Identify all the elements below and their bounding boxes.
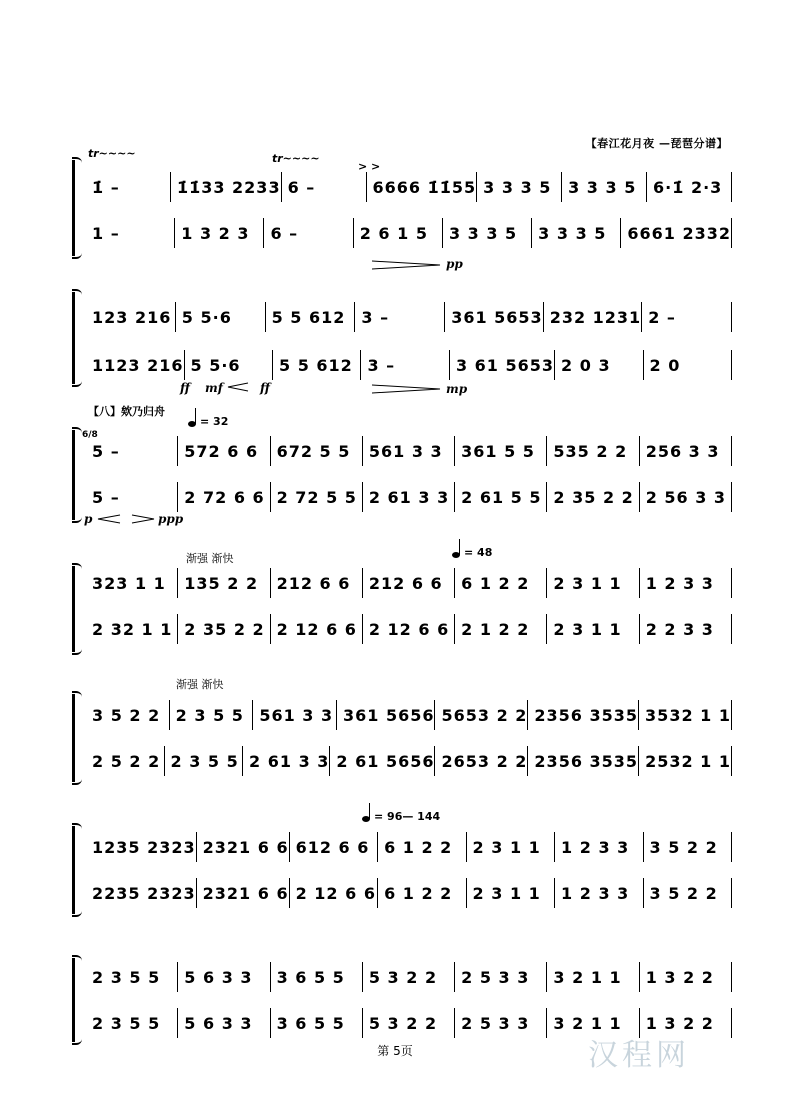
measure: 5 5 612 bbox=[265, 302, 355, 332]
quarter-note-icon bbox=[362, 816, 370, 822]
upper-staff bbox=[86, 568, 732, 598]
measure: 2 3 5 5 bbox=[164, 746, 243, 776]
barline bbox=[731, 482, 732, 512]
measure: 2 3 5 5 bbox=[169, 700, 253, 730]
measure: 6 1 2 2 bbox=[377, 832, 465, 862]
measure: 3 – bbox=[360, 350, 448, 380]
system-bracket bbox=[72, 694, 85, 782]
measure: 2 61 5 5 bbox=[454, 482, 546, 512]
measure: 535 2 2 bbox=[546, 436, 638, 466]
measure: 2 56 3 3 bbox=[639, 482, 731, 512]
system-5 bbox=[72, 694, 732, 782]
dynamic-mark: ff bbox=[180, 381, 190, 395]
time-signature: 6/8 bbox=[82, 430, 98, 440]
measure: 2 5 3 3 bbox=[454, 962, 546, 992]
system-2 bbox=[72, 292, 732, 384]
measure: 1 2 3 3 bbox=[639, 568, 731, 598]
measure: 2 5 3 3 bbox=[454, 1008, 546, 1038]
measure: 2 3 5 5 bbox=[92, 1013, 161, 1033]
upper-staff bbox=[86, 436, 732, 466]
barline bbox=[731, 568, 732, 598]
measure: 2 3 1 1 bbox=[546, 614, 638, 644]
measure: 3 3 3 5 bbox=[442, 218, 531, 248]
measure: 212 6 6 bbox=[362, 568, 454, 598]
tempo-value: = 32 bbox=[200, 415, 229, 428]
measure: 2 0 3 bbox=[554, 350, 642, 380]
dynamic-mark: mp bbox=[446, 382, 468, 396]
measure: 3 61 5653 bbox=[449, 350, 554, 380]
measure: 3532 1 1 bbox=[638, 700, 731, 730]
measure: 2532 1 1 bbox=[638, 746, 731, 776]
measure: 3 2 1 1 bbox=[546, 1008, 638, 1038]
measure: 2 72 6 6 bbox=[177, 482, 269, 512]
measure: 3 3 3 5 bbox=[561, 172, 646, 202]
measure: 2 61 3 3 bbox=[242, 746, 329, 776]
measure: 2653 2 2 bbox=[434, 746, 527, 776]
measure: 361 5656 bbox=[336, 700, 435, 730]
decrescendo-wedge bbox=[132, 514, 156, 524]
measure: 5 5·6 bbox=[184, 350, 272, 380]
measure: 2356 3535 bbox=[527, 700, 638, 730]
measure: 2321 6 6 bbox=[196, 832, 289, 862]
measure: 2 3 5 5 bbox=[92, 967, 161, 987]
measure: 3 – bbox=[354, 302, 444, 332]
measure: 5 – bbox=[92, 441, 120, 461]
tempo-mark bbox=[362, 810, 440, 823]
measure: 2 3 1 1 bbox=[466, 878, 554, 908]
expression-mark: 渐强 渐快 bbox=[176, 678, 224, 691]
lower-staff bbox=[86, 878, 732, 908]
measure: 1 – bbox=[92, 223, 120, 243]
measure: 5 5 612 bbox=[272, 350, 360, 380]
trill-mark: tr~~~~ bbox=[88, 147, 136, 160]
measure: 1 2 3 3 bbox=[554, 832, 642, 862]
upper-staff bbox=[86, 302, 732, 332]
measure: 256 3 3 bbox=[639, 436, 731, 466]
upper-staff bbox=[86, 832, 732, 862]
measure: 2 12 6 6 bbox=[362, 614, 454, 644]
measure: 6661 2332 bbox=[620, 218, 731, 248]
score-header: 【春江花月夜 —琵琶分谱】 bbox=[585, 137, 728, 150]
measure: 3 5 2 2 bbox=[643, 832, 731, 862]
system-4 bbox=[72, 566, 732, 652]
measure: 5 6 3 3 bbox=[177, 1008, 269, 1038]
measure: 1235 2323 bbox=[92, 837, 196, 857]
measure: 572 6 6 bbox=[177, 436, 269, 466]
barline bbox=[731, 218, 732, 248]
lower-staff bbox=[86, 350, 732, 380]
measure: 5 5·6 bbox=[175, 302, 265, 332]
measure: 6 1 2 2 bbox=[454, 568, 546, 598]
measure: 6 1 2 2 bbox=[377, 878, 465, 908]
measure: 3 3 3 5 bbox=[476, 172, 561, 202]
measure: 3 6 5 5 bbox=[270, 962, 362, 992]
measure: 6·1̇ 2·3 bbox=[646, 172, 731, 202]
accent-mark: > > bbox=[358, 160, 381, 173]
measure: 1 3 2 2 bbox=[639, 1008, 731, 1038]
measure: 212 6 6 bbox=[270, 568, 362, 598]
measure: 5 3 2 2 bbox=[362, 1008, 454, 1038]
barline bbox=[731, 746, 732, 776]
system-1 bbox=[72, 160, 732, 256]
system-bracket bbox=[72, 566, 85, 652]
tempo-mark bbox=[188, 415, 228, 428]
measure: 2 32 1 1 bbox=[92, 619, 173, 639]
dynamic-mark: mf bbox=[205, 381, 223, 395]
barline bbox=[731, 436, 732, 466]
dynamic-mark: ppp bbox=[158, 512, 184, 526]
measure: 612 6 6 bbox=[289, 832, 377, 862]
measure: 361 5653 bbox=[444, 302, 543, 332]
measure: 672 5 5 bbox=[270, 436, 362, 466]
measure: 3 5 2 2 bbox=[643, 878, 731, 908]
measure: 2 0 bbox=[643, 350, 731, 380]
tempo-value: = 48 bbox=[464, 546, 493, 559]
decrescendo-wedge bbox=[372, 384, 442, 394]
measure: 2 61 3 3 bbox=[362, 482, 454, 512]
measure: 1123 216 bbox=[92, 355, 184, 375]
system-bracket bbox=[72, 430, 85, 520]
dynamic-mark: pp bbox=[446, 257, 463, 271]
measure: 5653 2 2 bbox=[434, 700, 527, 730]
lower-staff bbox=[86, 746, 732, 776]
crescendo-wedge bbox=[98, 514, 122, 524]
measure: 3 3 3 5 bbox=[531, 218, 620, 248]
barline bbox=[731, 614, 732, 644]
measure: 2 3 1 1 bbox=[466, 832, 554, 862]
measure: 2 12 6 6 bbox=[289, 878, 377, 908]
measure: 1̇ – bbox=[92, 177, 120, 197]
expression-mark: 渐强 渐快 bbox=[186, 552, 234, 565]
measure: 1 2 3 3 bbox=[554, 878, 642, 908]
lower-staff bbox=[86, 218, 732, 248]
lower-staff bbox=[86, 614, 732, 644]
measure: 123 216 bbox=[92, 307, 172, 327]
measure: 2 3 1 1 bbox=[546, 568, 638, 598]
measure: 5 6 3 3 bbox=[177, 962, 269, 992]
tempo-mark bbox=[452, 546, 492, 559]
quarter-note-icon bbox=[452, 552, 460, 558]
crescendo-wedge bbox=[228, 382, 250, 392]
measure: 1 3 2 3 bbox=[174, 218, 263, 248]
barline bbox=[731, 832, 732, 862]
measure: 6 – bbox=[281, 172, 366, 202]
measure: 3 6 5 5 bbox=[270, 1008, 362, 1038]
barline bbox=[731, 302, 732, 332]
barline bbox=[731, 172, 732, 202]
site-watermark-logo: 汉程网 bbox=[588, 1038, 690, 1073]
measure: 1 3 2 2 bbox=[639, 962, 731, 992]
measure: 6 – bbox=[263, 218, 352, 248]
measure: 361 5 5 bbox=[454, 436, 546, 466]
tempo-value: = 96— 144 bbox=[374, 810, 441, 823]
barline bbox=[731, 878, 732, 908]
system-bracket bbox=[72, 160, 85, 256]
system-bracket bbox=[72, 826, 85, 914]
measure: 5 – bbox=[92, 487, 120, 507]
system-3 bbox=[72, 430, 732, 520]
trill-mark: tr~~~~ bbox=[272, 152, 320, 165]
measure: 6666 1̇1̇55 bbox=[366, 172, 477, 202]
measure: 2 35 2 2 bbox=[177, 614, 269, 644]
measure: 5 3 2 2 bbox=[362, 962, 454, 992]
measure: 232 1231 bbox=[543, 302, 642, 332]
page-number: 第 5页 bbox=[377, 1044, 413, 1058]
measure: 2 2 3 3 bbox=[639, 614, 731, 644]
measure: 3 2 1 1 bbox=[546, 962, 638, 992]
system-6 bbox=[72, 826, 732, 914]
measure: 561 3 3 bbox=[362, 436, 454, 466]
measure: 2 12 6 6 bbox=[270, 614, 362, 644]
quarter-note-icon bbox=[188, 421, 196, 427]
measure: 2235 2323 bbox=[92, 883, 196, 903]
measure: 2 6 1 5 bbox=[353, 218, 442, 248]
decrescendo-wedge bbox=[372, 260, 442, 270]
measure: 2 61 5656 bbox=[329, 746, 434, 776]
barline bbox=[731, 350, 732, 380]
barline bbox=[731, 700, 732, 730]
measure: 2 – bbox=[641, 302, 731, 332]
measure: 561 3 3 bbox=[252, 700, 336, 730]
measure: 1̇1̇33 2233 bbox=[170, 172, 281, 202]
measure: 2 35 2 2 bbox=[546, 482, 638, 512]
measure: 2 1 2 2 bbox=[454, 614, 546, 644]
upper-staff bbox=[86, 700, 732, 730]
system-bracket bbox=[72, 958, 85, 1042]
dynamic-mark: ff bbox=[260, 381, 270, 395]
lower-staff bbox=[86, 482, 732, 512]
measure: 323 1 1 bbox=[92, 573, 166, 593]
upper-staff bbox=[86, 962, 732, 992]
measure: 2321 6 6 bbox=[196, 878, 289, 908]
measure: 135 2 2 bbox=[177, 568, 269, 598]
measure: 2356 3535 bbox=[527, 746, 638, 776]
measure: 2 5 2 2 bbox=[92, 751, 161, 771]
measure: 3 5 2 2 bbox=[92, 705, 161, 725]
barline bbox=[731, 962, 732, 992]
section-title: 【八】欸乃归舟 bbox=[88, 405, 165, 418]
upper-staff bbox=[86, 172, 732, 202]
measure: 2 72 5 5 bbox=[270, 482, 362, 512]
system-bracket bbox=[72, 292, 85, 384]
dynamic-mark: p bbox=[84, 512, 93, 526]
